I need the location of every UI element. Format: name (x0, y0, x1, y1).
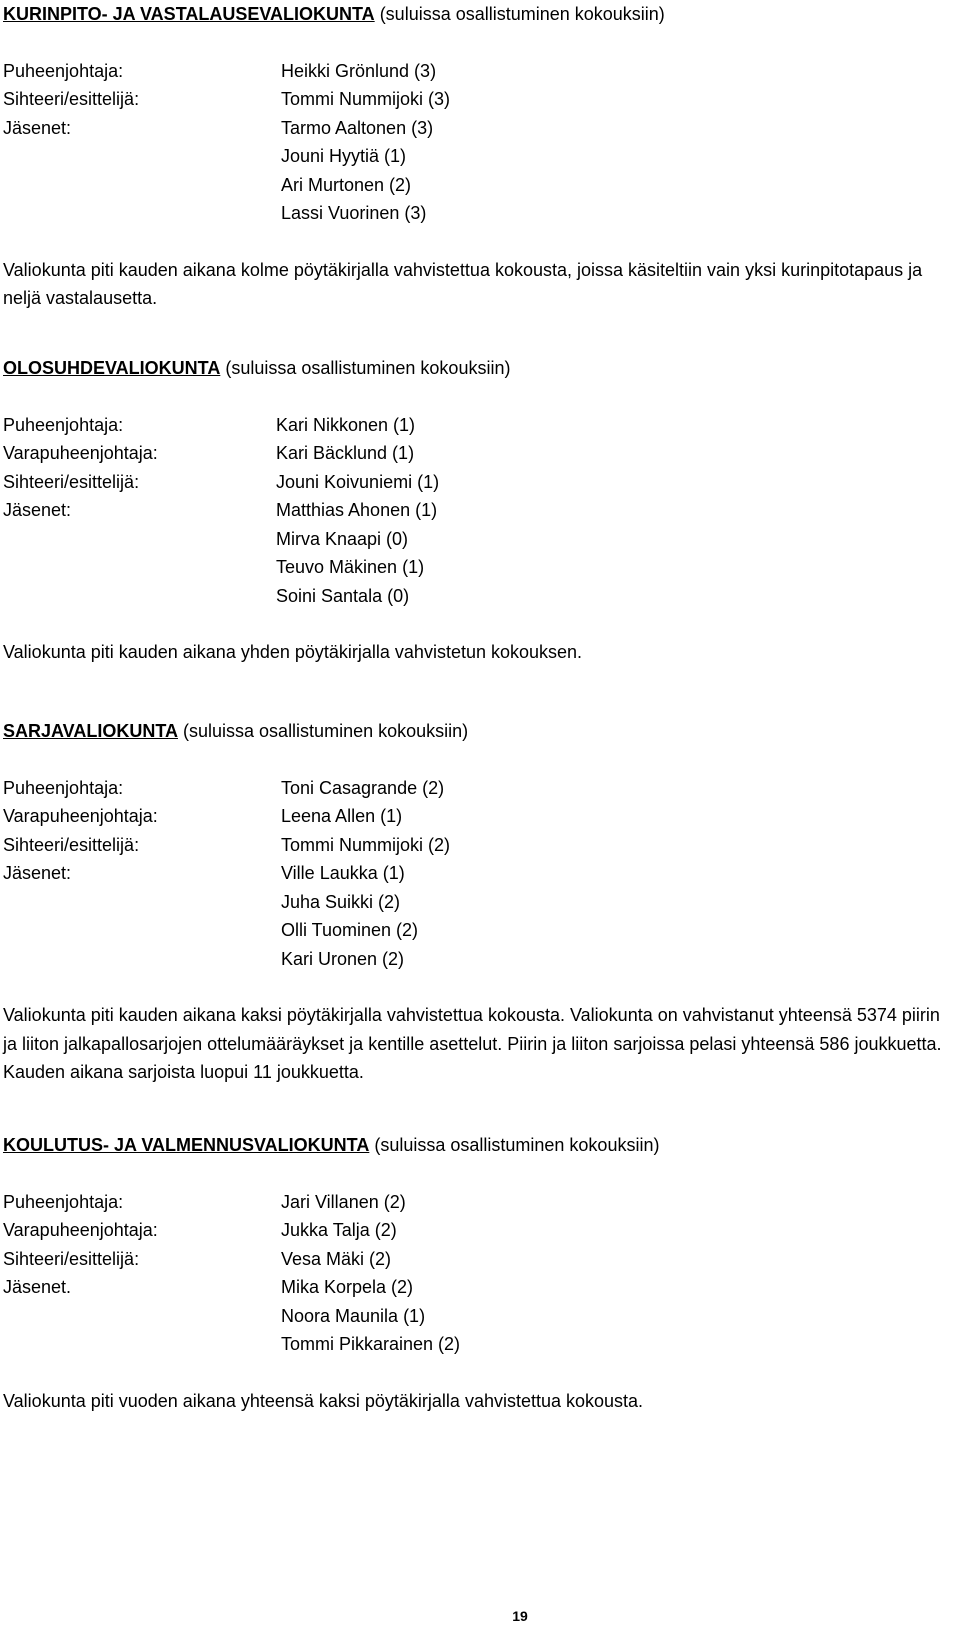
member-list (3, 1188, 953, 1359)
member-role: Jäsenet. (3, 1277, 72, 1297)
member-name: Tommi Nummijoki (2) (281, 834, 451, 855)
member-row (3, 859, 953, 888)
member-name: Jari Villanen (2) (281, 1191, 406, 1212)
member-name: Heikki Grönlund (3) (281, 60, 437, 81)
member-name: Tarmo Aaltonen (3) (281, 117, 434, 138)
member-row (3, 553, 953, 582)
member-role (3, 945, 281, 974)
member-name: Lassi Vuorinen (3) (281, 203, 427, 223)
member-list (3, 411, 953, 611)
section-paragraph: Valiokunta piti kauden aikana yhden pöytäkirjalla vahvistetun kokouksen. (3, 642, 583, 662)
member-name: Ville Laukka (1) (281, 863, 405, 883)
member-row (3, 945, 953, 974)
section-subtitle: (suluissa osallistuminen kokouksiin) (183, 721, 469, 741)
committee-section-koulutus (3, 1131, 953, 1415)
member-role: Varapuheenjohtaja: (3, 1220, 158, 1240)
member-row (3, 1245, 953, 1274)
section-heading (3, 1131, 953, 1160)
section-title: OLOSUHDEVALIOKUNTA (3, 358, 221, 378)
member-name: Tommi Nummijoki (3) (281, 89, 451, 109)
member-role (3, 199, 281, 228)
member-role (3, 1302, 281, 1331)
member-role (3, 582, 276, 611)
member-role (3, 916, 281, 945)
member-name: Leena Allen (1) (281, 806, 403, 826)
member-role: Jäsenet: (3, 863, 72, 883)
section-title: KURINPITO- JA VASTALAUSEVALIOKUNTA (3, 4, 375, 24)
member-name: Jouni Hyytiä (1) (281, 146, 407, 166)
member-row (3, 916, 953, 945)
member-row (3, 888, 953, 917)
member-list (3, 774, 953, 974)
section-subtitle: (suluissa osallistuminen kokouksiin) (379, 4, 665, 24)
section-title: KOULUTUS- JA VALMENNUSVALIOKUNTA (3, 1135, 370, 1155)
member-row (3, 774, 953, 803)
member-row (3, 142, 953, 171)
member-role (3, 1330, 281, 1359)
member-row (3, 439, 953, 468)
member-role: Puheenjohtaja: (3, 1191, 124, 1212)
member-name: Ari Murtonen (2) (281, 174, 412, 195)
member-role: Jäsenet: (3, 500, 72, 520)
member-name: Soini Santala (0) (276, 585, 410, 606)
section-subtitle: (suluissa osallistuminen kokouksiin) (225, 358, 511, 378)
member-list (3, 57, 953, 228)
member-row (3, 1302, 953, 1331)
member-row (3, 57, 953, 86)
member-name: Mika Korpela (2) (281, 1277, 414, 1297)
member-role: Jäsenet: (3, 117, 72, 138)
member-role: Puheenjohtaja: (3, 60, 124, 81)
section-heading (3, 717, 953, 746)
member-name: Toni Casagrande (2) (281, 777, 445, 798)
member-role: Sihteeri/esittelijä: (3, 1248, 140, 1269)
page-number: 19 (512, 1608, 528, 1624)
member-name: Matthias Ahonen (1) (276, 500, 438, 520)
member-role: Varapuheenjohtaja: (3, 806, 158, 826)
member-row (3, 85, 953, 114)
member-role: Puheenjohtaja: (3, 777, 124, 798)
section-paragraph: Valiokunta piti vuoden aikana yhteensä kaksi pöytäkirjalla vahvistettua kokousta. (3, 1390, 644, 1411)
section-heading (3, 0, 953, 29)
member-name: Jouni Koivuniemi (1) (276, 471, 440, 492)
member-row (3, 468, 953, 497)
section-subtitle: (suluissa osallistuminen kokouksiin) (374, 1135, 660, 1155)
member-name: Teuvo Mäkinen (1) (276, 557, 425, 577)
member-name: Juha Suikki (2) (281, 891, 401, 912)
member-role: Sihteeri/esittelijä: (3, 834, 140, 855)
member-role: Puheenjohtaja: (3, 414, 124, 435)
member-row (3, 582, 953, 611)
member-row (3, 171, 953, 200)
committee-section-kurinpito (3, 0, 953, 313)
section-paragraph: Valiokunta piti kauden aikana kaksi pöytäkirjalla vahvistettua kokousta. Valiokunta on vahvistanut yhteensä 5374 piirin ja liiton jalkapallosarjojen ottelumääräykset ja kentille asettelut. Piirin ja liiton sarjoissa pelasi yhteensä 586 joukkuetta. Kauden aikana sarjoista luopui 11 joukkuetta. (3, 1005, 942, 1082)
member-role (3, 142, 281, 171)
member-name: Vesa Mäki (2) (281, 1248, 392, 1269)
member-row (3, 1216, 953, 1245)
section-paragraph: Valiokunta piti kauden aikana kolme pöytäkirjalla vahvistettua kokousta, joissa käsiteltiin vain yksi kurinpitotapaus ja neljä vastalausetta. (3, 259, 923, 308)
member-row (3, 1188, 953, 1217)
member-row (3, 496, 953, 525)
member-name: Kari Uronen (2) (281, 948, 405, 969)
member-name: Tommi Pikkarainen (2) (281, 1334, 461, 1354)
member-row (3, 831, 953, 860)
member-role: Varapuheenjohtaja: (3, 443, 158, 463)
member-row (3, 1330, 953, 1359)
member-row (3, 114, 953, 143)
member-row (3, 411, 953, 440)
member-role (3, 171, 281, 200)
member-role: Sihteeri/esittelijä: (3, 89, 140, 109)
member-name: Jukka Talja (2) (281, 1220, 397, 1240)
member-name: Kari Nikkonen (1) (276, 414, 416, 435)
member-name: Kari Bäcklund (1) (276, 443, 415, 463)
member-name: Olli Tuominen (2) (281, 920, 419, 940)
member-role: Sihteeri/esittelijä: (3, 471, 140, 492)
member-row (3, 525, 953, 554)
member-row (3, 199, 953, 228)
member-row (3, 802, 953, 831)
member-row (3, 1273, 953, 1302)
member-role (3, 553, 276, 582)
section-title: SARJAVALIOKUNTA (3, 721, 178, 741)
member-role (3, 888, 281, 917)
member-name: Noora Maunila (1) (281, 1305, 426, 1326)
member-role (3, 525, 276, 554)
member-name: Mirva Knaapi (0) (276, 528, 409, 549)
section-heading (3, 354, 953, 383)
committee-section-olosuhde (3, 354, 953, 667)
committee-section-sarja (3, 717, 953, 1087)
